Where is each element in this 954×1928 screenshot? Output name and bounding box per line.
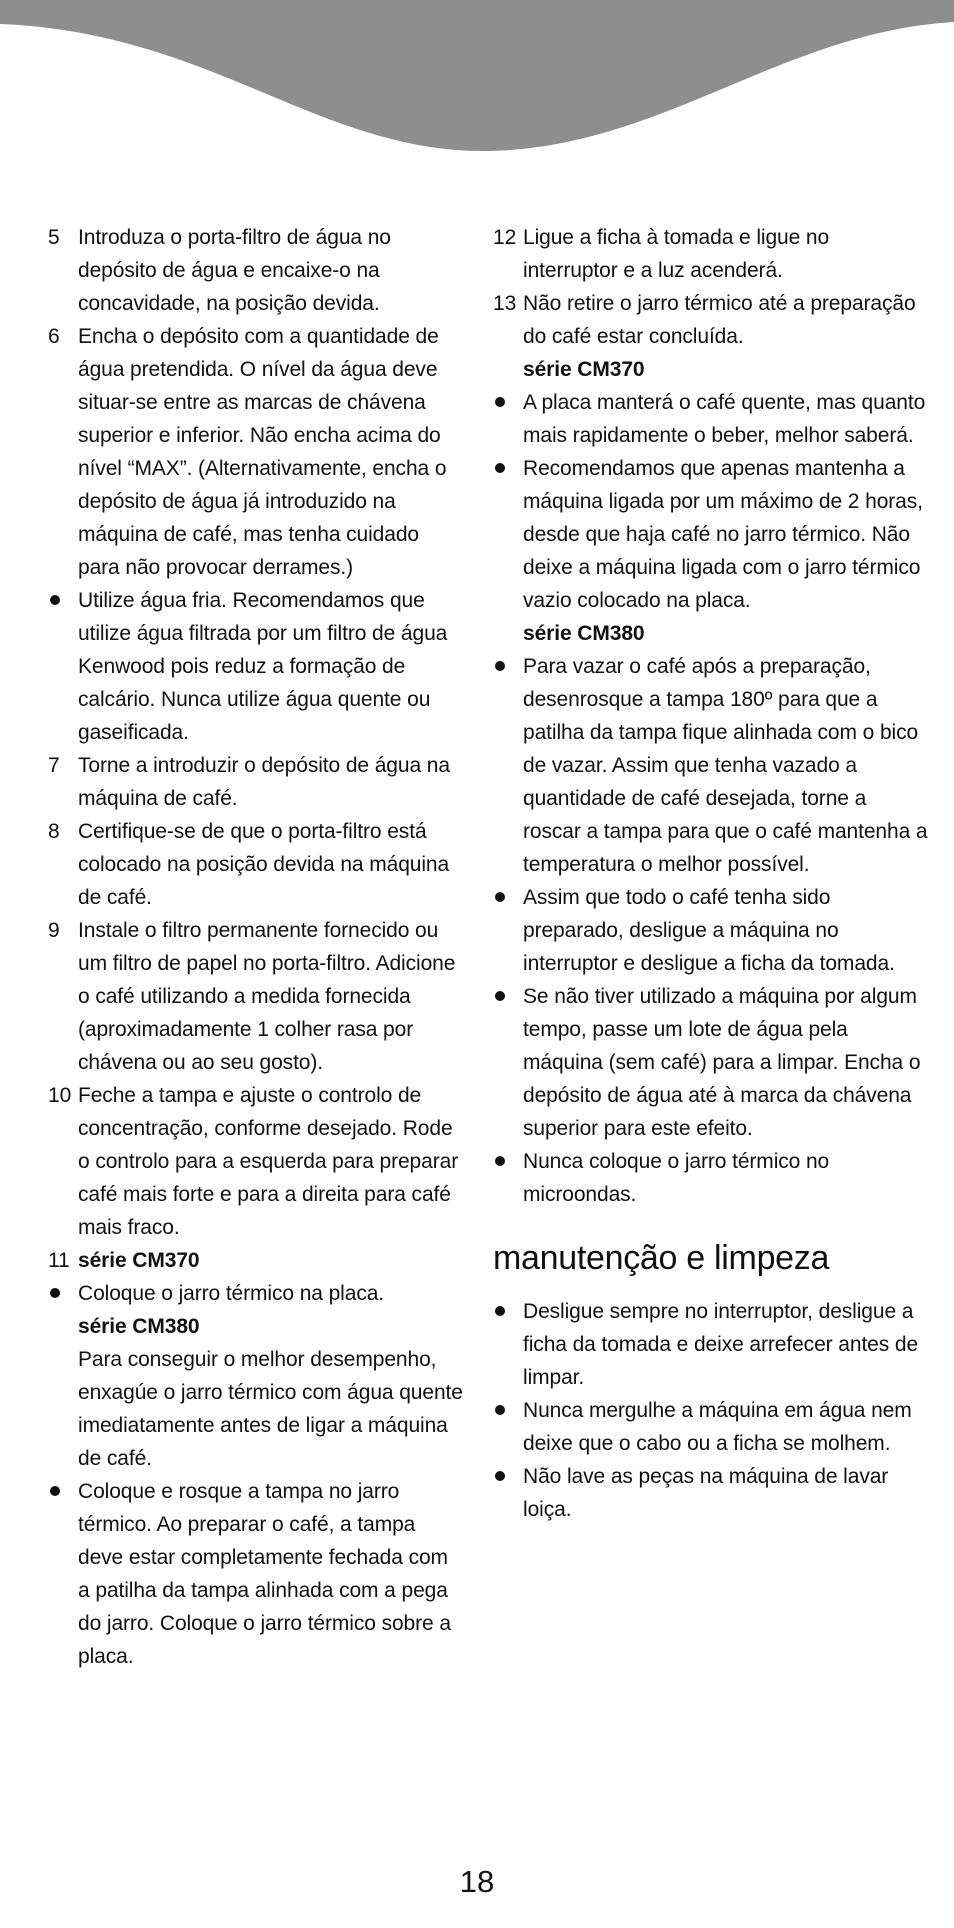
left-column <box>48 221 465 1673</box>
item-text: Desligue sempre no interruptor, desligue a ficha da tomada e deixe arrefecer antes de limpar. <box>523 1300 919 1389</box>
item-text: Se não tiver utilizado a máquina por algum tempo, passe um lote de água pela máquina (sem café) para a limpar. Encha o depósito de água até à marca da chávena superior para este efeito. <box>523 985 921 1140</box>
section-heading: manutenção e limpeza <box>493 1239 830 1277</box>
right-column <box>493 221 929 1673</box>
item-text: Para vazar o café após a preparação, desenrosque a tampa 180º para que a patilha da tampa fique alinhada com o bico de vazar. Assim que tenha vazado a quantidade de café desejada, torne a roscar a tampa para que o café mantenha a temperatura o melhor possível. <box>523 655 928 876</box>
bullet-icon <box>495 892 505 902</box>
numbered-item <box>48 1079 465 1244</box>
item-text: Ligue a ficha à tomada e ligue no interruptor e a luz acenderá. <box>523 226 830 282</box>
bullet-item <box>493 650 929 881</box>
item-text: Certifique-se de que o porta-filtro está colocado na posição devida na máquina de café. <box>78 820 450 909</box>
bullet-item <box>493 1295 929 1394</box>
bullet-icon <box>50 1486 60 1496</box>
item-text: Feche a tampa e ajuste o controlo de concentração, conforme desejado. Rode o controlo para a esquerda para preparar café mais forte e para a direita para café mais fraco. <box>78 1084 459 1239</box>
item-text: Para conseguir o melhor desempenho, enxagúe o jarro térmico com água quente imediatamente antes de ligar a máquina de café. <box>78 1348 463 1470</box>
bullet-item <box>48 1475 465 1673</box>
content-columns <box>48 221 934 1673</box>
item-number: 7 <box>48 754 60 777</box>
numbered-item <box>48 320 465 584</box>
item-number: 9 <box>48 919 60 942</box>
bullet-icon <box>50 595 60 605</box>
series-subheading <box>493 353 929 386</box>
bullet-icon <box>495 463 505 473</box>
bullet-item <box>493 386 929 452</box>
item-text: Instale o filtro permanente fornecido ou um filtro de papel no porta-filtro. Adicione o café utilizando a medida fornecida (aproximadamente 1 colher rasa por chávena ou ao seu gosto). <box>78 919 456 1074</box>
bullet-item <box>493 881 929 980</box>
page-number: 18 <box>459 1864 495 1899</box>
item-text: Não retire o jarro térmico até a preparação do café estar concluída. <box>523 292 916 348</box>
numbered-item <box>48 1244 465 1277</box>
decorative-wave <box>0 0 954 170</box>
item-text: Utilize água fria. Recomendamos que utilize água filtrada por um filtro de água Kenwood pois reduz a formação de calcário. Nunca utilize água quente ou gaseificada. <box>78 589 448 744</box>
item-number: 10 <box>48 1084 72 1107</box>
item-number: 8 <box>48 820 60 843</box>
bullet-item <box>48 1277 465 1310</box>
bullet-item <box>493 1394 929 1460</box>
item-text: série CM380 <box>523 622 645 645</box>
item-text: Nunca mergulhe a máquina em água nem deixe que o cabo ou a ficha se molhem. <box>523 1399 912 1455</box>
item-text: Torne a introduzir o depósito de água na máquina de café. <box>78 754 450 810</box>
item-text: Coloque e rosque a tampa no jarro térmico. Ao preparar o café, a tampa deve estar completamente fechada com a patilha da tampa alinhada com a pega do jarro. Coloque o jarro térmico sobre a placa. <box>78 1480 451 1668</box>
bullet-icon <box>495 661 505 671</box>
series-subheading <box>493 617 929 650</box>
bullet-item <box>493 980 929 1145</box>
wave-shape <box>0 0 954 151</box>
bullet-icon <box>495 1405 505 1415</box>
item-number: 6 <box>48 325 60 348</box>
numbered-item <box>493 287 929 353</box>
numbered-item <box>493 221 929 287</box>
bullet-item <box>493 452 929 617</box>
bullet-icon <box>495 991 505 1001</box>
bullet-icon <box>495 1156 505 1166</box>
item-text: Não lave as peças na máquina de lavar loiça. <box>523 1465 889 1521</box>
item-text: A placa manterá o café quente, mas quanto mais rapidamente o beber, melhor saberá. <box>523 391 926 447</box>
item-text: Introduza o porta-filtro de água no depósito de água e encaixe-o na concavidade, na posição devida. <box>78 226 391 315</box>
paragraph <box>48 1343 465 1475</box>
bullet-icon <box>495 1306 505 1316</box>
item-number: 11 <box>48 1249 70 1272</box>
item-text: Nunca coloque o jarro térmico no microondas. <box>523 1150 830 1206</box>
item-text: Assim que todo o café tenha sido preparado, desligue a máquina no interruptor e desligue a ficha da tomada. <box>523 886 895 975</box>
item-text: série CM380 <box>78 1315 200 1338</box>
bullet-item <box>48 584 465 749</box>
bullet-icon <box>495 397 505 407</box>
bullet-icon <box>495 1471 505 1481</box>
bullet-icon <box>50 1288 60 1298</box>
item-text: série CM370 <box>78 1249 200 1272</box>
item-number: 5 <box>48 226 60 249</box>
item-text: série CM370 <box>523 358 645 381</box>
item-text: Encha o depósito com a quantidade de água pretendida. O nível da água deve situar-se entre as marcas de chávena superior e inferior. Não encha acima do nível “MAX”. (Alternativamente, encha o depósito de água já introduzido na máquina de café, mas tenha cuidado para não provocar derrames.) <box>78 325 447 579</box>
bullet-item <box>493 1460 929 1526</box>
item-number: 12 <box>493 226 517 249</box>
item-text: Recomendamos que apenas mantenha a máquina ligada por um máximo de 2 horas, desde que haja café no jarro térmico. Não deixe a máquina ligada com o jarro térmico vazio colocado na placa. <box>523 457 923 612</box>
series-subheading <box>48 1310 465 1343</box>
item-number: 13 <box>493 292 517 315</box>
numbered-item <box>48 815 465 914</box>
numbered-item <box>48 914 465 1079</box>
item-text: Coloque o jarro térmico na placa. <box>78 1282 385 1305</box>
bullet-item <box>493 1145 929 1211</box>
numbered-item <box>48 749 465 815</box>
numbered-item <box>48 221 465 320</box>
